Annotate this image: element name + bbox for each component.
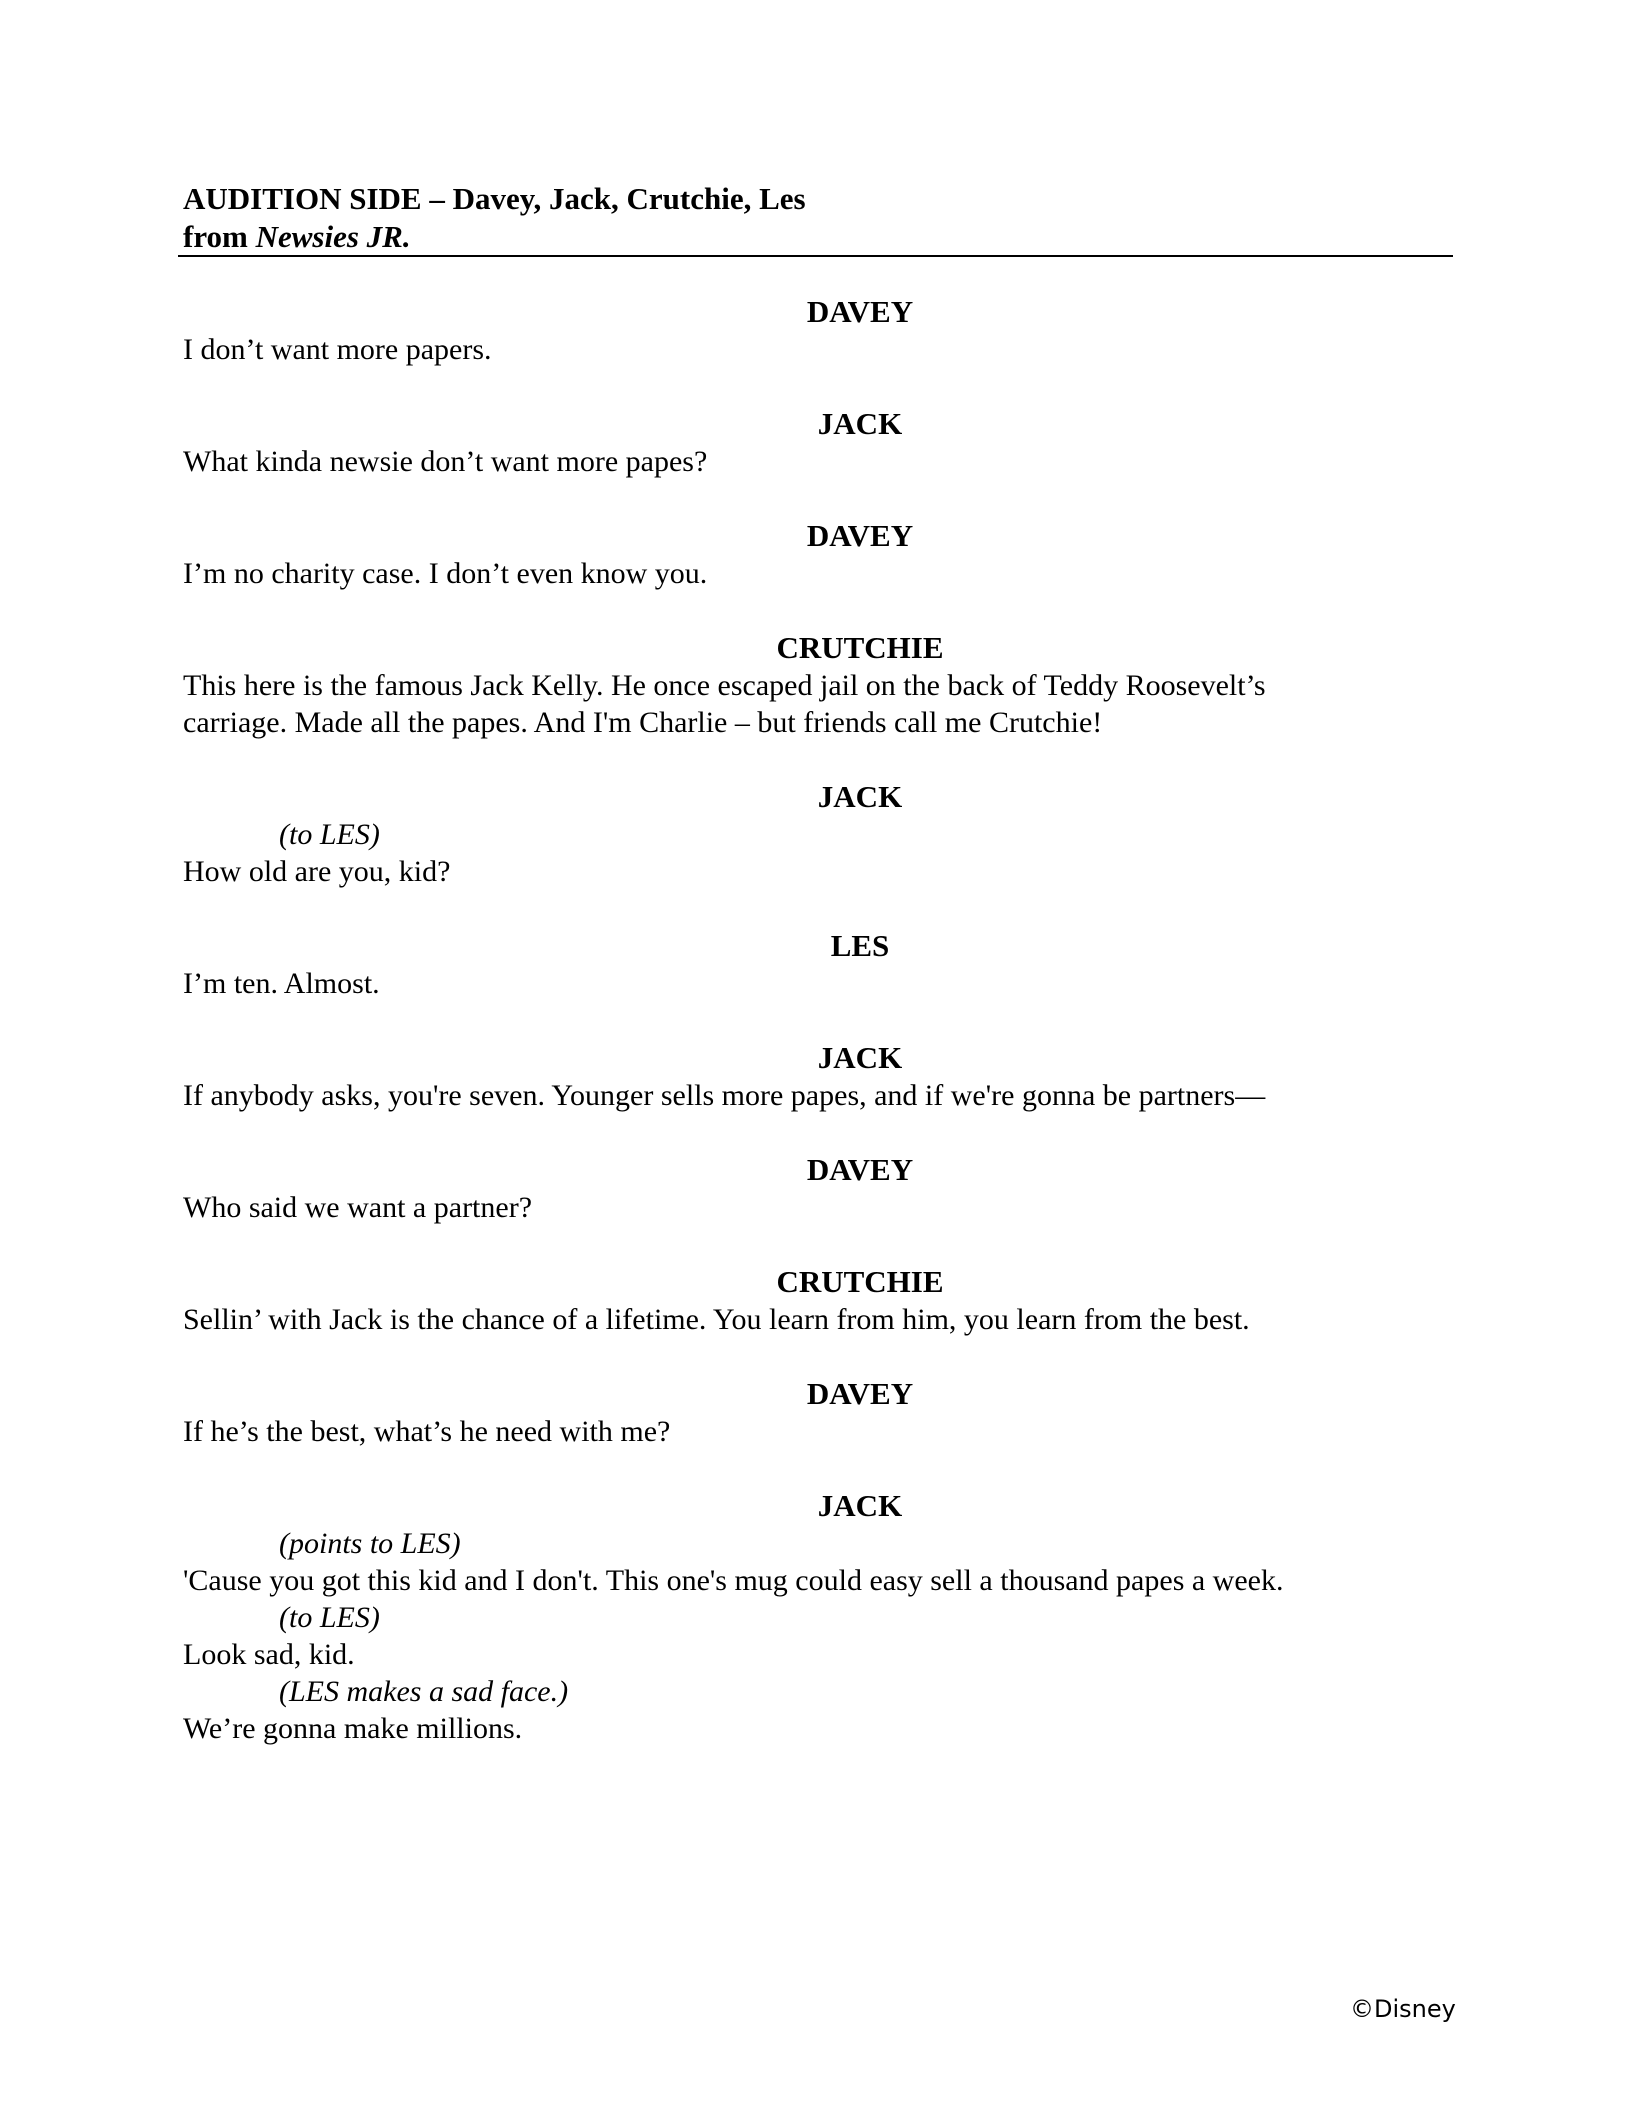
- character-name: DAVEY: [806, 294, 914, 329]
- script-body: [183, 293, 1453, 1784]
- speech-block: [183, 405, 1453, 480]
- speech-block: [183, 517, 1453, 592]
- stage-direction: (LES makes a sad face.): [279, 1675, 569, 1708]
- dialogue-line: Look sad, kid.: [183, 1638, 355, 1671]
- speech-block: [183, 629, 1453, 741]
- character-name: JACK: [817, 406, 903, 441]
- dialogue-line: If anybody asks, you're seven. Younger sells more papes, and if we're gonna be partners—: [183, 1079, 1266, 1112]
- dialogue-line: How old are you, kid?: [183, 855, 451, 888]
- character-name: JACK: [817, 779, 903, 814]
- show-title: Newsies JR.: [255, 219, 411, 254]
- speech-block: [183, 1375, 1453, 1450]
- dialogue-line: If he’s the best, what’s he need with me?: [183, 1415, 671, 1448]
- stage-direction: (to LES): [279, 818, 380, 851]
- dialogue-line: What kinda newsie don’t want more papes?: [183, 445, 708, 478]
- speech-block: [183, 778, 1453, 890]
- dialogue-line: This here is the famous Jack Kelly. He once escaped jail on the back of Teddy Roosevelt’s: [183, 669, 1266, 702]
- show-source-prefix: from: [183, 219, 256, 254]
- audition-title: AUDITION SIDE – Davey, Jack, Crutchie, Les: [183, 181, 806, 216]
- page-header: [183, 180, 1453, 256]
- speech-block: [183, 1487, 1453, 1747]
- dialogue-line: I’m no charity case. I don’t even know you.: [183, 557, 708, 590]
- dialogue-line: We’re gonna make millions.: [183, 1712, 523, 1745]
- character-name: DAVEY: [806, 1152, 914, 1187]
- show-source: [183, 218, 1453, 256]
- speech-block: [183, 1039, 1453, 1114]
- character-name: LES: [830, 928, 890, 963]
- speech-block: [183, 927, 1453, 1002]
- dialogue-line: Who said we want a partner?: [183, 1191, 533, 1224]
- character-name: JACK: [817, 1040, 903, 1075]
- dialogue-line: 'Cause you got this kid and I don't. This one's mug could easy sell a thousand papes a week.: [183, 1564, 1284, 1597]
- speech-block: [183, 1263, 1453, 1338]
- speech-block: [183, 293, 1453, 368]
- dialogue-line: carriage. Made all the papes. And I'm Charlie – but friends call me Crutchie!: [183, 706, 1103, 739]
- copyright-notice: ©Disney: [1350, 1995, 1456, 2023]
- character-name: CRUTCHIE: [776, 1264, 944, 1299]
- dialogue-line: I’m ten. Almost.: [183, 967, 380, 1000]
- stage-direction: (to LES): [279, 1601, 380, 1634]
- character-name: DAVEY: [806, 518, 914, 553]
- character-name: DAVEY: [806, 1376, 914, 1411]
- character-name: JACK: [817, 1488, 903, 1523]
- character-name: CRUTCHIE: [776, 630, 944, 665]
- header-divider: [178, 255, 1453, 257]
- speech-block: [183, 1151, 1453, 1226]
- stage-direction: (points to LES): [279, 1527, 461, 1560]
- dialogue-line: I don’t want more papers.: [183, 333, 492, 366]
- dialogue-line: Sellin’ with Jack is the chance of a lifetime. You learn from him, you learn from the best.: [183, 1303, 1250, 1336]
